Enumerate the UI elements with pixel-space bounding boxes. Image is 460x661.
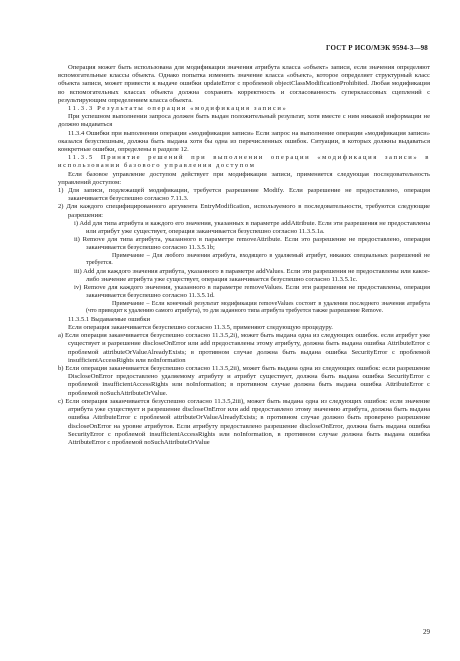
paragraph: iv) Remove для каждого значения, указанного в параметре removeValues. Если эти разрешения не предоставлены, операция заканчивается безуспешно согласно 11.3.5.1d. xyxy=(74,284,430,300)
paragraph: Примечание – Если конечный результат модификации removeValues состоит в удалении последнего значения атрибута (что приводит к удалению самого атрибута), то для заданного типа атрибута требуется также разрешение Remove. xyxy=(86,300,430,315)
paragraph: 11.3.5 Принятие решений при выполнении операции «модификация записи» в использовании базового управления доступом xyxy=(58,154,430,170)
paragraph: При успешном выполнении запроса должен быть выдан положительный результат, хотя вместе с ним никакой информации не должно выдаваться xyxy=(58,113,430,129)
paragraph: ii) Remove для типа атрибута, указанного в параметре removeAttribute. Если это разрешение не предоставлено, операция заканчивается безуспешно согласно 11.3.5.1b; xyxy=(74,236,430,252)
paragraph: b) Если операция заканчивается безуспешно согласно 11.3.5,2ii), может быть выдана одна из следующих ошибок: если разрешение DiscloseOnError предоставлено удаляемому атрибуту и атрибут существует, должна быть выдана ошибка SecurityError с проблемой insufficientAccessRights или noInformation; в противном случае должна быть выдана ошибка AttributeError с проблемой noSuchAttributeOrValue. xyxy=(58,365,430,397)
paragraph: а) Если операция заканчивается безуспешно согласно 11.3.5,2i), может быть выдана одна из следующих ошибок. если атрибут уже существует и разрешение discloseOnError или add предоставлены этому атрибуту, должна быть выдана ошибка AttributeError с проблемой attributeOrValueAlreadyExists; в противном случае должна быть выдана ошибка SecurityError с проблемой insufficientAccessRights или noInformation xyxy=(58,332,430,364)
paragraph: Примечание – Для любого значения атрибута, входящего в удаляемый атрибут, никаких специальных разрешений не требуется. xyxy=(86,252,430,267)
paragraph: 1) Для записи, подлежащей модификации, требуется разрешение Modify. Если разрешение не предоставлено, операция заканчивается безуспешно согласно 7.11.3. xyxy=(58,187,430,203)
document-body xyxy=(58,64,430,447)
paragraph: 11.3.4 Ошибки при выполнении операции «модификация записи» Если запрос на выполнение операции «модификация записи» оказался безуспешным, должна быть выдана хотя бы одна из перечисленных ошибок. Ситуации, в которых должны выдаваться конкретные ошибки, определены в разделе 12. xyxy=(58,129,430,154)
page-header: ГОСТ Р ИСО/МЭК 9594-3—98 xyxy=(325,44,428,52)
paragraph: Операция может быть использована для модификации значения атрибута класса «объект» записи, если значения определяют вспомогательные классы объекта. Однако попытка изменить значение класса «объект», которое определяет структурный класс объекта записи, может привести к выдаче ошибки updateError с проблемой objectClassModificationProhibited. Любая модификация во вспомогательных классах объекта должна сохранять корректность и согласованность суперклассовых сцеплений с результирующим определением класса объекта. xyxy=(58,64,430,104)
paragraph: i) Add для типа атрибута и каждого его значения, указанных в параметре addAttribute. Если эти разрешения не предоставлены или атрибут уже существует, операция заканчивается безуспешно согласно 11.3.5.1а. xyxy=(74,219,430,236)
paragraph: Если базовое управление доступом действует при модификации записи, применяется следующая последовательность управлений доступом: xyxy=(58,170,430,186)
paragraph: iii) Add для каждого значения атрибута, указанного в параметре addValues. Если эти разрешения не предоставлены или какое-либо значение атрибута уже существует, операция заканчивается безуспешно согласно 11.3.5.1с. xyxy=(74,267,430,284)
paragraph: 11.3.3 Результаты операции «модификация записи» xyxy=(68,105,288,113)
page-number: 29 xyxy=(423,628,430,636)
paragraph: 2) Для каждого специфицированного аргумента EntryModification, используемого в последовательности, требуются следующие разрешения: xyxy=(58,203,430,219)
paragraph: 11.3.5.1 Выдаваемые ошибки xyxy=(68,315,150,323)
paragraph: Если операция заканчивается безуспешно согласно 11.3.5, применяют следующую процедуру. xyxy=(68,324,333,332)
paragraph: с) Если операция заканчивается безуспешно согласно 11.3.5,2iii), может быть выдана одна из следующих ошибок: если значение атрибута уже существует и разрешение discloseOnError или add предоставлено этому значению атрибута, должна быть выдана ошибка AttributeError с проблемой attributeOrValueAlreadyExists; в противном случае должно быть проверено разрешение discloseOnError на уровне атрибутов. Если атрибуту предоставлено разрешение discloseOnError, должна быть выдана ошибка SecurityError с проблемой insufficientAccessRights или noInformation, в противном случае должна быть выдана ошибка AttributeError с проблемой noSuchAttributeOrValue xyxy=(58,397,430,446)
